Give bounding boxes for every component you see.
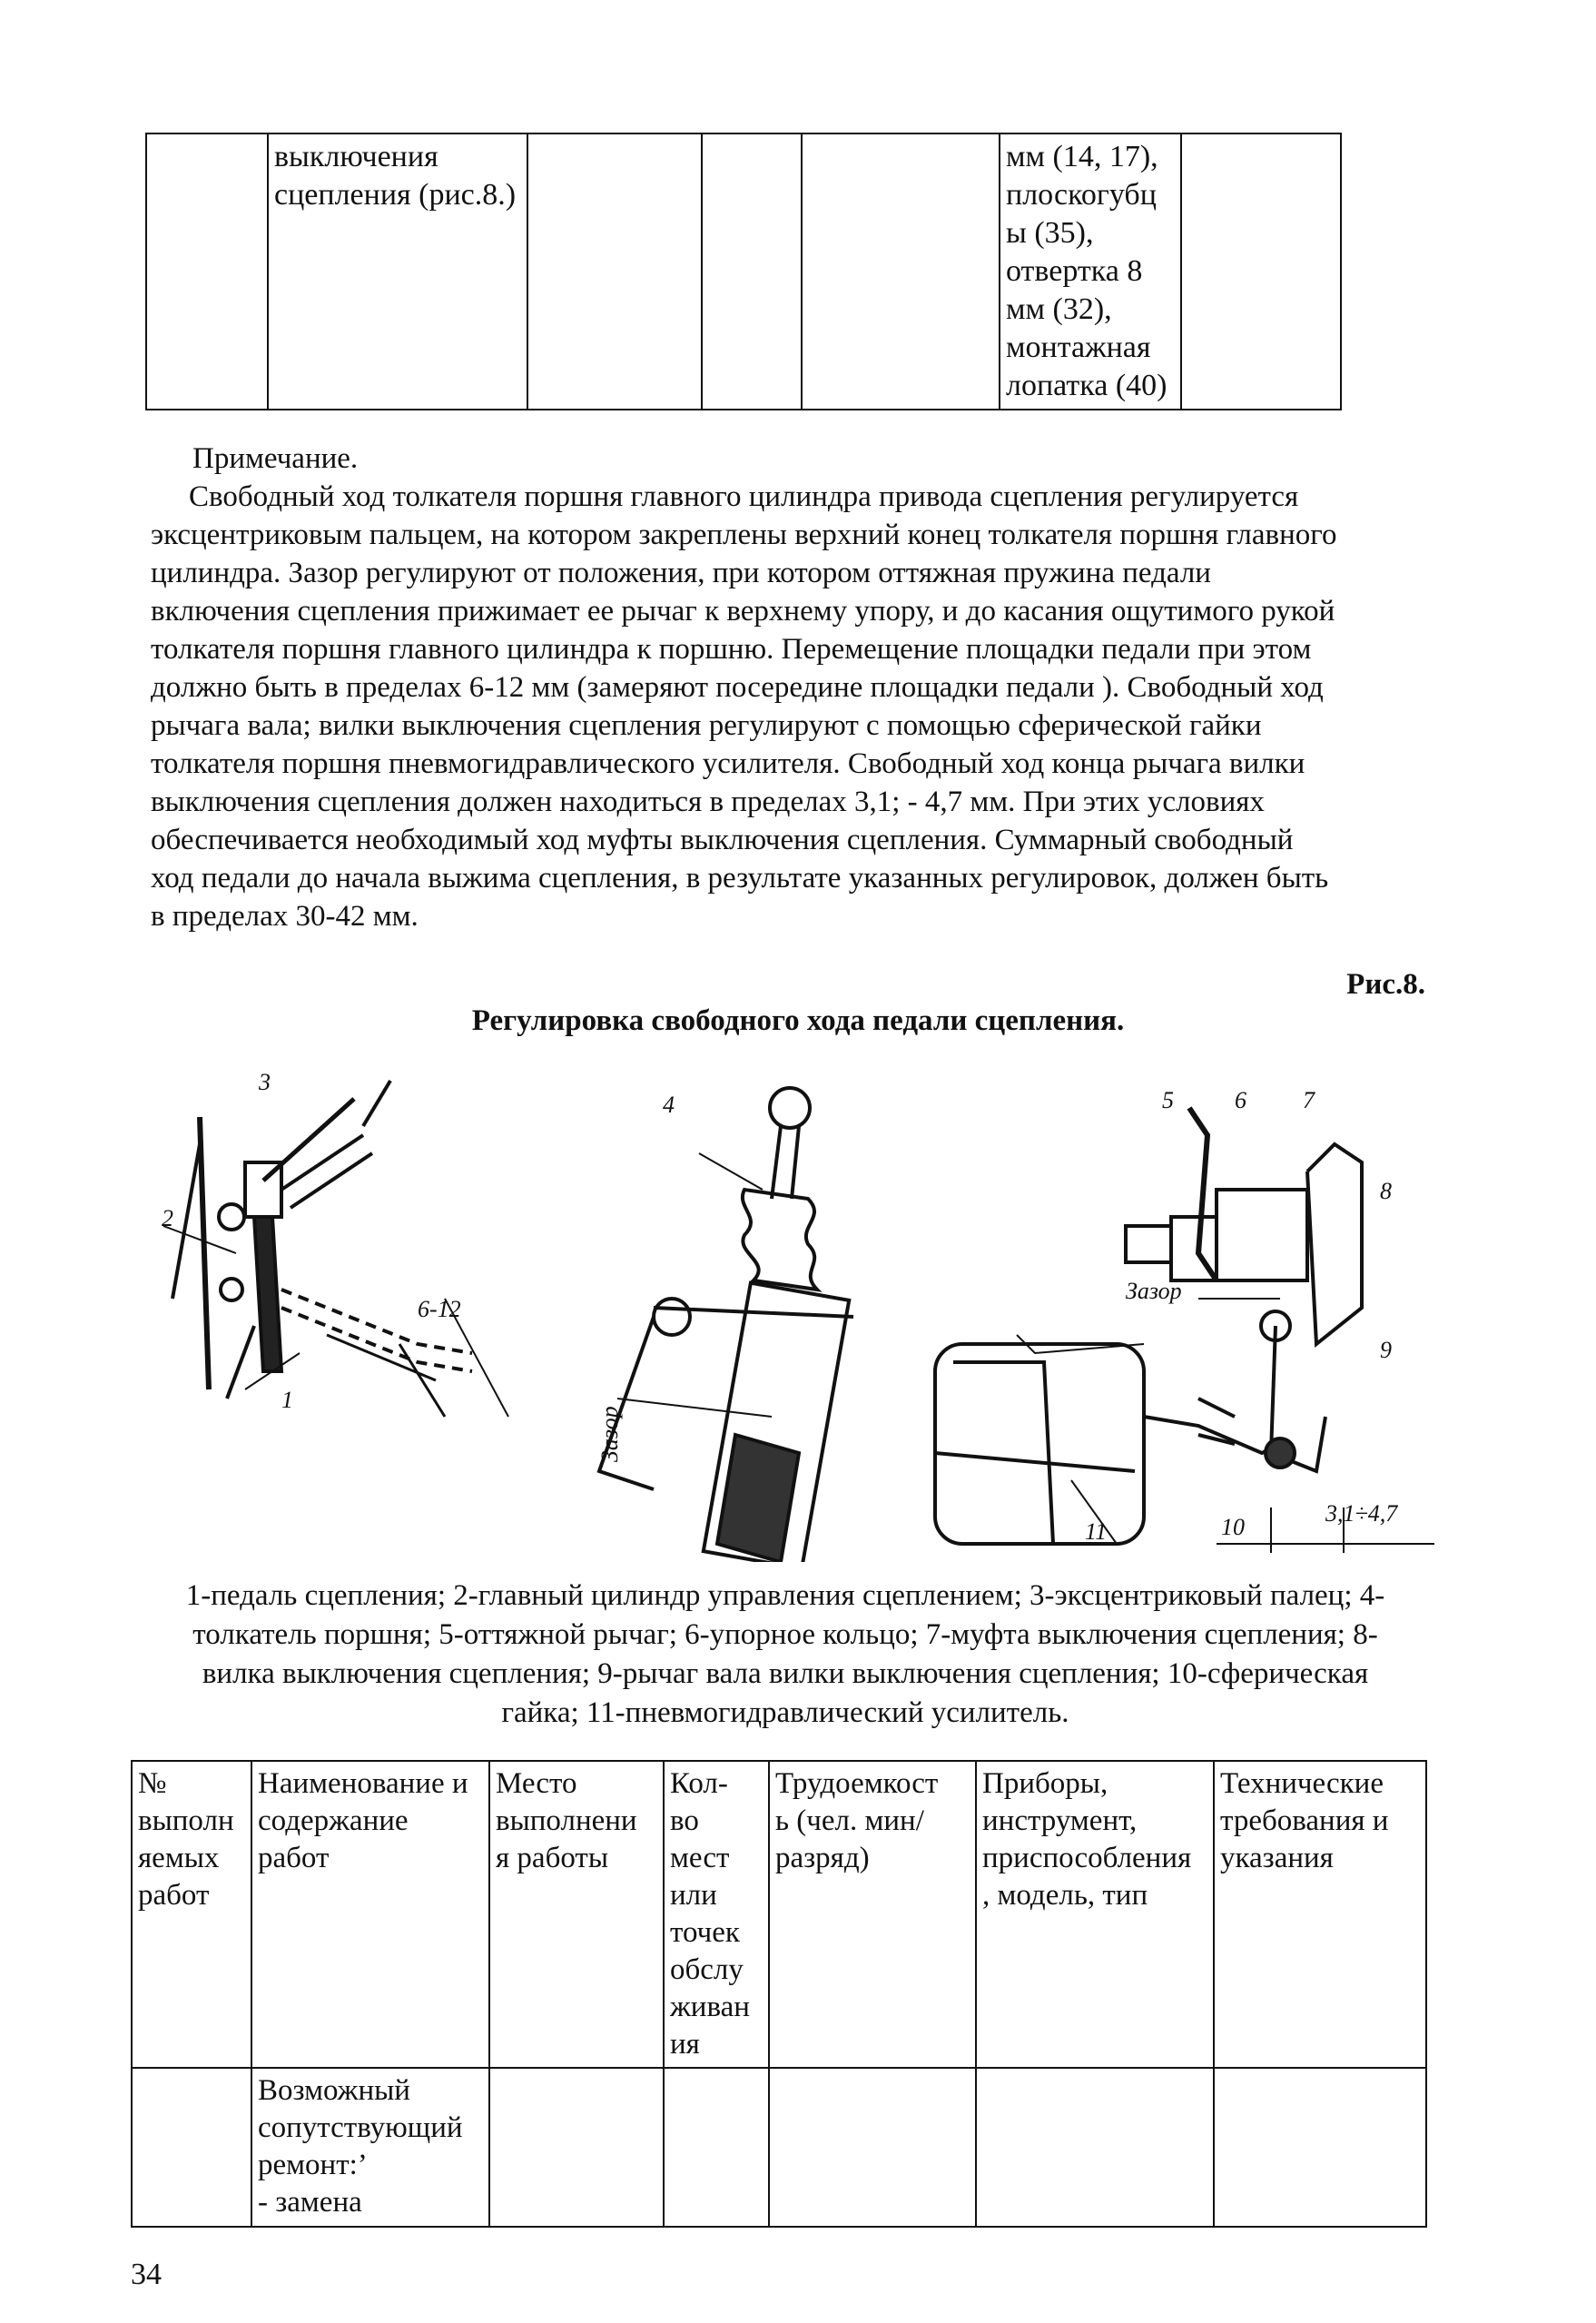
note-line: в пределах 30-42 мм. bbox=[151, 900, 419, 933]
page-number: 34 bbox=[131, 2258, 162, 2291]
label-4: 4 bbox=[663, 1092, 675, 1118]
note-line: рычага вала; вилки выключения сцепления регулируют с помощью сферической гайки bbox=[151, 709, 1262, 742]
header-cell-place: Место выполнени я работы bbox=[489, 1761, 664, 2068]
table-cell bbox=[132, 2068, 251, 2227]
clutch-adjustment-figure bbox=[145, 1072, 1434, 1562]
caption-line: толкатель поршня; 5-оттяжной рычаг; 6-упорное кольцо; 7-муфта выключения сцепления; 8- bbox=[192, 1618, 1378, 1651]
table-row bbox=[132, 2068, 1426, 2227]
table-cell bbox=[527, 133, 702, 410]
note-line: ход педали до начала выжима сцепления, в результате указанных регулировок, должен быть bbox=[151, 862, 1329, 895]
label-3: 3 bbox=[259, 1072, 271, 1095]
label-1: 1 bbox=[281, 1387, 293, 1413]
label-8: 8 bbox=[1380, 1178, 1392, 1204]
figure-number: Рис.8. bbox=[1346, 968, 1425, 1001]
gap-label-lever: Зазор bbox=[1126, 1278, 1182, 1304]
gap-label-cylinder: Зазор bbox=[596, 1406, 623, 1462]
top-table-fragment bbox=[145, 133, 1342, 410]
table-row bbox=[146, 133, 1341, 410]
table-cell bbox=[1181, 133, 1341, 410]
caption-line: гайка; 11-пневмогидравлический усилитель. bbox=[501, 1696, 1069, 1729]
note-line: толкателя поршня главного цилиндра к поршню. Перемещение площадки педали при этом bbox=[151, 633, 1312, 666]
header-cell-number: № выполн яемых работ bbox=[132, 1761, 251, 2068]
table-cell bbox=[146, 133, 268, 410]
label-6: 6 bbox=[1235, 1087, 1246, 1113]
note-body bbox=[151, 478, 1433, 935]
note-line: обеспечивается необходимый ход муфты выключения сцепления. Суммарный свободный bbox=[151, 824, 1294, 856]
dimension-lever: 3,1÷4,7 bbox=[1325, 1500, 1398, 1527]
table-cell: Возможный сопутствующий ремонт:’ - замена bbox=[251, 2068, 489, 2227]
master-cylinder-drawing bbox=[599, 1088, 853, 1562]
note-line: эксцентриковым пальцем, на котором закреплены верхний конец толкателя поршня главного bbox=[151, 519, 1337, 551]
header-cell-count: Кол- во мест или точек обслу живан ия bbox=[664, 1761, 769, 2068]
table-cell bbox=[702, 133, 802, 410]
note-line: должно быть в пределах 6-12 мм (замеряют посередине площадки педали ). Свободный ход bbox=[151, 671, 1324, 704]
figure-caption bbox=[136, 1577, 1434, 1733]
note-line: включения сцепления прижимает ее рычаг к верхнему упору, и до касания ощутимого рукой bbox=[151, 595, 1335, 628]
note-title: Примечание. bbox=[192, 442, 359, 475]
release-lever-drawing bbox=[935, 1108, 1434, 1553]
table-cell bbox=[1214, 2068, 1426, 2227]
note-line: толкателя поршня пневмогидравлического усилителя. Свободный ход конца рычага вилки bbox=[151, 747, 1305, 780]
label-11: 11 bbox=[1085, 1518, 1108, 1545]
table-cell: выключения сцепления (рис.8.) bbox=[268, 133, 527, 410]
caption-line: вилка выключения сцепления; 9-рычаг вала вилки выключения сцепления; 10-сферическая bbox=[202, 1657, 1369, 1690]
table-cell bbox=[664, 2068, 769, 2227]
pedal-assembly-drawing bbox=[163, 1081, 508, 1417]
note-line: Свободный ход толкателя поршня главного цилиндра привода сцепления регулируется bbox=[189, 480, 1299, 513]
header-cell-name: Наименование и содержание работ bbox=[251, 1761, 489, 2068]
table-cell bbox=[976, 2068, 1214, 2227]
header-cell-requirements: Технические требования и указания bbox=[1214, 1761, 1426, 2068]
label-2: 2 bbox=[162, 1205, 173, 1231]
table-cell bbox=[769, 2068, 976, 2227]
table-cell bbox=[489, 2068, 664, 2227]
table-header-row bbox=[132, 1761, 1426, 2068]
dimension-pedal: 6-12 bbox=[418, 1296, 461, 1322]
label-9: 9 bbox=[1380, 1337, 1392, 1363]
table-cell: мм (14, 17), плоскогубц ы (35), отвертка 8 мм (32), монтажная лопатка (40) bbox=[1000, 133, 1181, 410]
note-line: выключения сцепления должен находиться в пределах 3,1; - 4,7 мм. При этих условиях bbox=[151, 786, 1265, 818]
header-cell-labor: Трудоемкост ь (чел. мин/ разряд) bbox=[769, 1761, 976, 2068]
label-7: 7 bbox=[1303, 1087, 1315, 1113]
table-cell bbox=[802, 133, 1000, 410]
header-cell-tools: Приборы, инструмент, приспособления , модель, тип bbox=[976, 1761, 1214, 2068]
works-table bbox=[131, 1760, 1427, 2228]
note-block bbox=[151, 440, 1433, 935]
caption-line: 1-педаль сцепления; 2-главный цилиндр управления сцеплением; 3-эксцентриковый палец; 4- bbox=[185, 1579, 1385, 1612]
note-line: цилиндра. Зазор регулируют от положения, при котором оттяжная пружина педали bbox=[151, 557, 1211, 589]
label-10: 10 bbox=[1221, 1514, 1245, 1540]
label-5: 5 bbox=[1162, 1087, 1174, 1113]
figure-title: Регулировка свободного хода педали сцепления. bbox=[471, 1004, 1125, 1037]
